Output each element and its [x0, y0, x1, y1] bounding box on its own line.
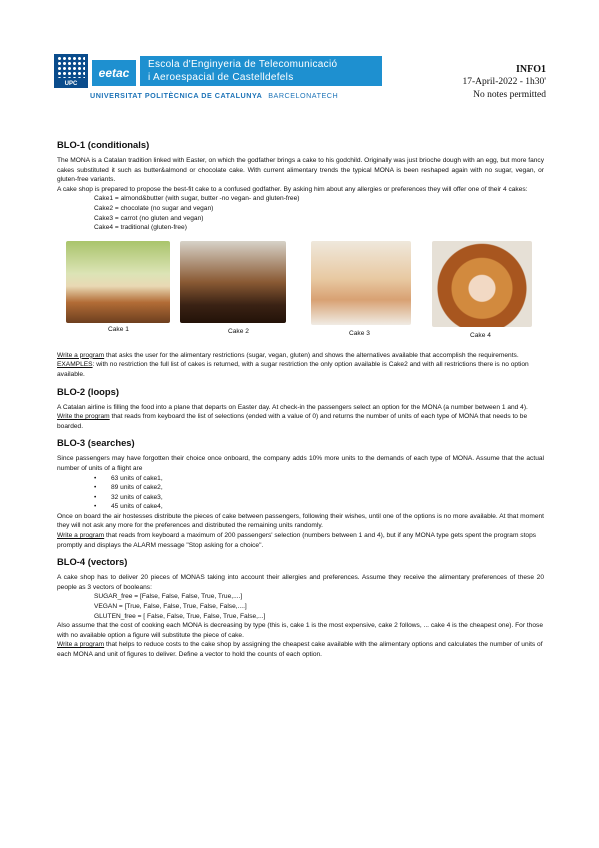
write-label: Write a program	[57, 532, 105, 540]
cake-images-row	[57, 241, 544, 341]
vectors-list	[57, 592, 544, 621]
section-blo3	[57, 437, 544, 550]
list-item: SUGAR_free = [False, False, False, True, True,....]	[94, 593, 243, 601]
course-code: INFO1	[516, 64, 546, 75]
cake-figure-2	[180, 241, 286, 335]
exam-content	[57, 139, 544, 666]
write-text: that helps to reduce costs to the cake shop by assigning the cheapest cake available with the alimentary options and calculates the number of units of each MONA and unit of figures to deliver. Define a vector to hold the counts of each option.	[57, 641, 543, 658]
examples-label: EXAMPLES	[57, 361, 93, 369]
figure-caption: Cake 3	[349, 329, 370, 337]
cake4-image	[432, 241, 532, 327]
upc-logo	[54, 54, 88, 88]
cake3-image	[311, 241, 411, 325]
paragraph	[57, 640, 544, 659]
paragraph: A cake shop has to deliver 20 pieces of MONAS taking into account their allergies and preferences. Assume they receive the alimentary preferences of these 20 people as 3 vectors of booleans:	[57, 574, 544, 591]
paragraph: The MONA is a Catalan tradition linked with Easter, on which the godfather brings a cake to his godchild. Originally was just brioche dough with an egg, but more fancy cakes substituted it such as butter&almond or chocolate cake. With current alimentary trends the typical MONA is been reshaped again with no sugar, vegan, or gluten-free variants.	[57, 157, 544, 184]
write-label: Write a program	[57, 641, 105, 649]
cake-options-list	[57, 194, 544, 232]
list-item: • 45 units of cake4,	[94, 502, 544, 512]
units-list	[94, 474, 544, 512]
paragraph: Also assume that the cost of cooking each MONA is decreasing by type (this is, cake 1 is the most expensive, cake 2 follows, ... cake 4 is the cheapest one). For those with no available option a figure will substitute the piece of cake.	[57, 622, 543, 639]
list-item: • 89 units of cake2,	[94, 483, 544, 493]
write-text: that asks the user for the alimentary restrictions (sugar, vegan, gluten) and shows the alternatives available that accomplish the requirements.	[104, 351, 519, 359]
list-item: GLUTEN_free = [ False, False, True, False, True, False,...]	[94, 612, 266, 620]
cake-figure-3	[311, 241, 411, 337]
university-label: UNIVERSITAT POLITÈCNICA DE CATALUNYA	[90, 91, 263, 100]
school-name-band	[140, 56, 382, 86]
cake-figure-4	[432, 241, 532, 339]
write-text: that reads from keyboard the list of selections (ended with a value of 0) and returns the number of units of each type of MONA that needs to be boarded.	[57, 413, 528, 430]
section-title: BLO-3 (searches)	[57, 437, 135, 449]
figure-caption: Cake 4	[470, 331, 491, 339]
cake2-image	[180, 241, 286, 323]
upc-logo-label: UPC	[64, 81, 78, 87]
city-label: BARCELONATECH	[268, 91, 339, 100]
list-item: Cake3 = carrot (no gluten and vegan)	[94, 214, 204, 222]
paragraph: Since passengers may have forgotten their choice once onboard, the company adds 10% more units to the demands of each type of MONA. Assume that the actual number of units of a flight are	[57, 455, 544, 472]
university-name	[90, 91, 338, 100]
write-text: that reads from keyboard a maximum of 200 passengers' selection (numbers between 1 and 4), but if any MONA type gets spent the program stops promptly and displays the ALARM message "Stop asking for a choice".	[57, 532, 537, 549]
section-title: BLO-1 (conditionals)	[57, 139, 150, 150]
paragraph	[57, 351, 544, 361]
list-item: • 32 units of cake3,	[94, 493, 544, 503]
list-item: Cake4 = traditional (gluten-free)	[94, 224, 187, 232]
section-title: BLO-4 (vectors)	[57, 556, 128, 568]
cake-figure-1	[66, 241, 170, 333]
list-item: Cake2 = chocolate (no sugar and vegan)	[94, 204, 214, 212]
list-item: Cake1 = almond&butter (with sugar, butter -no vegan- and gluten-free)	[94, 195, 300, 203]
list-item: • 63 units of cake1,	[94, 474, 544, 484]
list-item: VEGAN = [True, False, False, True, False, False,....]	[94, 603, 247, 611]
section-blo2	[57, 386, 544, 432]
school-name-line1: Escola d'Enginyeria de Telecomunicació	[148, 59, 338, 70]
eetac-logo: eetac	[92, 60, 136, 86]
exam-meta	[462, 63, 546, 102]
exam-date: 17-April-2022 - 1h30'	[462, 77, 546, 87]
upc-logo-dots	[57, 56, 85, 78]
paragraph: A Catalan airline is filling the food into a plane that departs on Easter day. At check-in the passengers select an option for the MONA (a number between 1 and 4).	[57, 403, 528, 411]
paragraph	[57, 531, 544, 550]
paragraph: Once on board the air hostesses distribute the pieces of cake between passengers, following their wishes, until one of the options is no more available. At that moment they will not ask any more for the preferences and distributed the remaining units randomly.	[57, 512, 544, 530]
write-label: Write a program	[57, 351, 105, 359]
section-title: BLO-2 (loops)	[57, 385, 119, 397]
paragraph	[57, 360, 544, 379]
figure-caption: Cake 2	[228, 327, 249, 335]
section-blo4	[57, 556, 544, 659]
paragraph: A cake shop is prepared to propose the best-fit cake to a confused godfather. By asking him about any allergies or preferences they will offer one of their 4 cakes:	[57, 185, 528, 193]
figure-caption: Cake 1	[108, 325, 129, 333]
exam-notes: No notes permitted	[473, 90, 546, 100]
paragraph	[57, 412, 544, 431]
examples-text: : with no restriction the full list of cakes is returned, with a sugar restriction the only option available is Cake2 and with all restrictions there is no option available.	[57, 361, 529, 378]
write-label: Write the program	[57, 413, 110, 421]
school-name-line2: i Aeroespacial de Castelldefels	[148, 72, 294, 83]
cake1-image	[66, 241, 170, 323]
section-blo1	[57, 139, 544, 380]
